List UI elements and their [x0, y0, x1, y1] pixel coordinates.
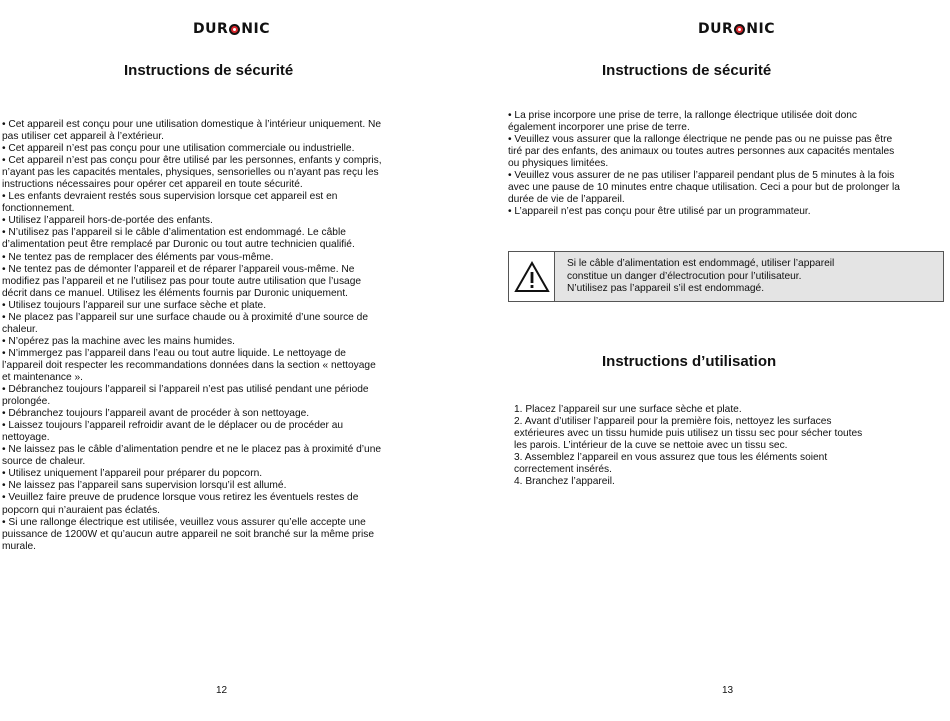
warning-line: constitue un danger d’électrocution pour l’utilisateur.	[567, 270, 802, 282]
safety-title: Instructions de sécurité	[602, 62, 772, 79]
text-line: • Ne tentez pas de remplacer des éléments par vous-même.	[2, 251, 274, 263]
text-line: source de chaleur.	[2, 456, 86, 468]
text-line: • N’opérez pas la machine avec les mains humides.	[2, 335, 235, 347]
text-line: prolongée.	[2, 396, 51, 408]
warning-line: N’utilisez pas l’appareil s’il est endommagé.	[567, 283, 765, 295]
logo-ring-icon	[734, 24, 745, 35]
text-line: • Cet appareil est conçu pour une utilisation domestique à l’intérieur uniquement. Ne	[2, 119, 382, 130]
step-line: 1. Placez l’appareil sur une surface sèche et plate.	[514, 404, 742, 415]
duronic-logo: DUR NIC	[193, 21, 270, 37]
text-line: • Débranchez toujours l’appareil avant de procéder à son nettoyage.	[2, 408, 310, 420]
text-line: • Laissez toujours l’appareil refroidir avant de le déplacer ou de procéder au	[2, 420, 344, 432]
safety-list	[508, 110, 938, 218]
text-line: puissance de 1200W et qu’aucun autre appareil ne soit branché sur la même prise	[2, 528, 375, 540]
text-line: • Ne tentez pas de démonter l’appareil et de réparer l’appareil vous-même. Ne	[2, 263, 355, 275]
text-line: • Veuillez vous assurer de ne pas utiliser l’appareil pendant plus de 5 minutes à la fois	[508, 170, 895, 182]
step-line: 2. Avant d’utiliser l’appareil pour la première fois, nettoyez les surfaces	[514, 416, 832, 428]
warning-line: Si le câble d’alimentation est endommagé, utiliser l’appareil	[567, 258, 835, 269]
usage-steps	[514, 404, 934, 488]
text-line: • Utilisez toujours l’appareil sur une surface sèche et plate.	[2, 299, 267, 311]
step-line: 3. Assemblez l’appareil en vous assurez que tous les éléments soient	[514, 452, 828, 464]
text-line: • Débranchez toujours l’appareil si l’appareil n’est pas utilisé pendant une période	[2, 384, 369, 396]
text-line: • Les enfants devraient restés sous supervision lorsque cet appareil est en	[2, 191, 338, 203]
right-page	[475, 0, 950, 721]
text-line: tiré par des enfants, des animaux ou toutes autres personnes aux capacités mentales	[508, 146, 895, 158]
text-line: fonctionnement.	[2, 203, 75, 215]
text-line: • Ne laissez pas le câble d’alimentation pendre et ne le placez pas à proximité d’une	[2, 444, 382, 456]
text-line: murale.	[2, 540, 36, 552]
text-line: avec une pause de 10 minutes entre chaque utilisation. Ceci a pour but de prolonger la	[508, 182, 900, 194]
text-line: d’alimentation peut être remplacé par Duronic ou tout autre technicien qualifié.	[2, 239, 355, 251]
text-line: également incorporer une prise de terre.	[508, 122, 690, 134]
warning-box	[508, 251, 944, 302]
text-line: et maintenance ».	[2, 371, 83, 383]
text-line: instructions nécessaires pour opérer cet appareil en toute sécurité.	[2, 179, 303, 191]
warning-icon-cell	[509, 252, 555, 301]
text-line: • N’immergez pas l’appareil dans l’eau ou tout autre liquide. Le nettoyage de	[2, 347, 346, 359]
step-line: les parois. L’intérieur de la cuve se nettoie avec un tissu sec.	[514, 440, 788, 452]
text-line: • L’appareil n’est pas conçu pour être utilisé par un programmateur.	[508, 206, 811, 218]
text-line: modifiez pas l’appareil et ne l’utilisez pas pour toute autre utilisation que l’usage	[2, 275, 362, 287]
text-line: chaleur.	[2, 323, 38, 335]
text-line: popcorn qui n’auraient pas éclatés.	[2, 504, 161, 516]
text-line: • Si une rallonge électrique est utilisée, veuillez vous assurer qu’elle accepte une	[2, 516, 366, 528]
text-line: ou physiques limitées.	[508, 158, 609, 170]
usage-title: Instructions d’utilisation	[602, 353, 777, 370]
step-line: correctement insérés.	[514, 464, 612, 476]
safety-list	[2, 119, 422, 553]
page-number: 12	[216, 685, 228, 696]
text-line: • N’utilisez pas l’appareil si le câble d’alimentation est endommagé. Le câble	[2, 227, 346, 239]
text-line: • Utilisez l’appareil hors-de-portée des enfants.	[2, 215, 213, 227]
text-line: • Ne laissez pas l’appareil sans supervision lorsqu’il est allumé.	[2, 480, 287, 492]
step-line: extérieures avec un tissu humide puis utilisez un tissu sec pour sécher toutes	[514, 428, 863, 440]
text-line: • Cet appareil n’est pas conçu pour être utilisé par les personnes, enfants y compris,	[2, 155, 382, 167]
warning-triangle-icon	[514, 260, 550, 294]
text-line: • La prise incorpore une prise de terre, la rallonge électrique utilisée doit donc	[508, 110, 858, 121]
text-line: • Cet appareil n’est pas conçu pour une utilisation commerciale ou industrielle.	[2, 143, 355, 155]
safety-title: Instructions de sécurité	[124, 62, 294, 79]
warning-text	[555, 252, 834, 301]
text-line: • Ne placez pas l’appareil sur une surface chaude ou à proximité d’une source de	[2, 311, 369, 323]
text-line: l’appareil doit respecter les recommandations données dans la section « nettoyage	[2, 359, 376, 371]
text-line: • Veuillez faire preuve de prudence lorsque vous retirez les éventuels restes de	[2, 492, 359, 504]
text-line: • Utilisez uniquement l’appareil pour préparer du popcorn.	[2, 468, 263, 480]
text-line: pas utiliser cet appareil à l’extérieur.	[2, 131, 164, 143]
step-line: 4. Branchez l’appareil.	[514, 476, 615, 488]
text-line: décrit dans ce manuel. Utilisez les éléments fournis par Duronic uniquement.	[2, 287, 348, 299]
text-line: nettoyage.	[2, 432, 50, 444]
text-line: n’ayant pas les capacités mentales, physiques, sensorielles ou n’ayant pas reçu les	[2, 167, 379, 179]
page-number: 13	[722, 685, 734, 696]
text-line: • Veuillez vous assurer que la rallonge électrique ne pende pas ou ne puisse pas être	[508, 134, 893, 146]
text-line: durée de vie de l’appareil.	[508, 194, 625, 206]
logo-ring-icon	[229, 24, 240, 35]
duronic-logo: DUR NIC	[698, 21, 775, 37]
